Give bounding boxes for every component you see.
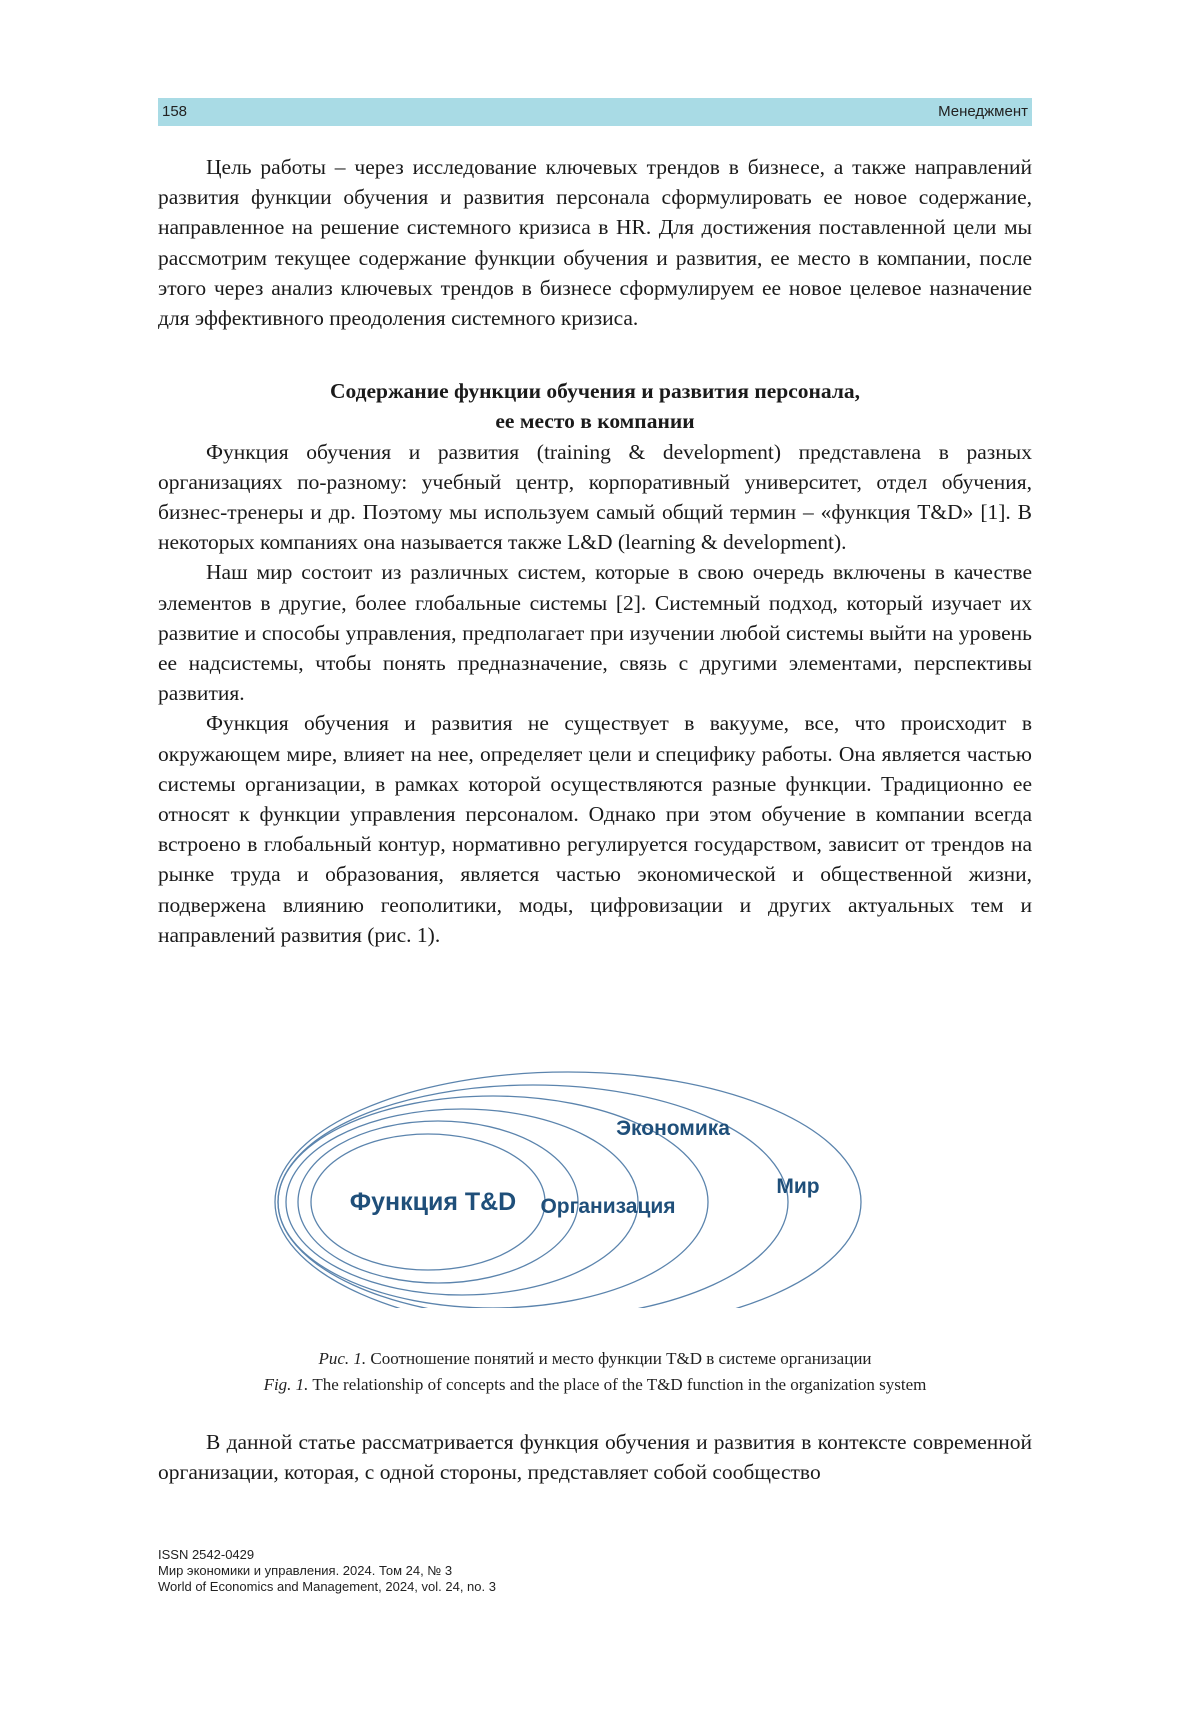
caption-ru-prefix: Рис. 1.	[318, 1349, 367, 1368]
paragraph: Функция обучения и развития (training & development) представлена в разных организациях по-разному: учебный центр, корпоративный университет, отдел обучения, бизнес-тренеры и др. Поэтому мы используем самый общий термин – «функция T&D» [1]. В некоторых компаниях она называется также L&D (learning & development).	[158, 439, 1032, 555]
footer-journal-ru: Мир экономики и управления. 2024. Том 24, № 3	[158, 1563, 453, 1578]
caption-ru	[158, 1346, 1032, 1372]
page-footer	[158, 1547, 496, 1595]
figure-caption	[158, 1346, 1032, 1398]
label-economy: Экономика	[616, 1117, 730, 1140]
section-heading-line-1: Содержание функции обучения и развития персонала,	[329, 379, 861, 404]
paragraph: Функция обучения и развития не существует в вакууме, все, что происходит в окружающем мире, влияет на нее, определяет цели и специфику работы. Она является частью системы организации, в рамках которой осуществляются разные функции. Традиционно ее относят к функции управления персоналом. Однако при этом обучение в компании всегда встроено в глобальный контур, нормативно регулируется государством, зависит от трендов на рынке труда и образования, является частью экономической и общественной жизни, подвержена влиянию геополитики, моды, цифровизации и других актуальных тем и направлений развития (рис. 1).	[158, 711, 1032, 947]
caption-en	[158, 1372, 1032, 1398]
closing-paragraph: В данной статье рассматривается функция обучения и развития в контексте современной организации, которая, с одной стороны, представляет собой сообщество	[158, 1430, 1032, 1485]
nested-ellipses-diagram	[158, 1068, 1032, 1308]
article-body-continued	[158, 1427, 1032, 1487]
label-organization: Организация	[540, 1195, 676, 1218]
intro-paragraph: Цель работы – через исследование ключевых трендов в бизнесе, а также направлений развития функции обучения и развития персонала сформулировать ее новое содержание, направленное на решение системного кризиса в HR. Для достижения поставленной цели мы рассмотрим текущее содержание функции обучения и развития, ее место в компании, после этого через анализ ключевых трендов в бизнесе сформулируем ее новое целевое назначение для эффективного преодоления системного кризиса.	[158, 155, 1032, 331]
label-world: Мир	[776, 1175, 820, 1198]
caption-en-text: The relationship of concepts and the place of the T&D function in the organization system	[312, 1375, 927, 1394]
page-number: 158	[162, 103, 188, 120]
page-header	[158, 98, 1032, 126]
footer-issn: ISSN 2542-0429	[158, 1547, 255, 1562]
footer-journal-en: World of Economics and Management, 2024, vol. 24, no. 3	[158, 1579, 496, 1594]
section-title: Менеджмент	[938, 103, 1028, 120]
section-heading	[158, 376, 1032, 436]
diagram-labels	[350, 1117, 820, 1218]
section-heading-line-2: ее место в компании	[495, 409, 695, 434]
label-td: Функция T&D	[349, 1188, 517, 1216]
caption-ru-text: Соотношение понятий и место функции T&D в системе организации	[370, 1349, 872, 1368]
article-body	[158, 152, 1032, 950]
caption-en-prefix: Fig. 1.	[263, 1375, 309, 1394]
figure-nested-systems	[158, 1068, 1032, 1308]
paragraph: Наш мир состоит из различных систем, которые в свою очередь включены в качестве элементов в другие, более глобальные системы [2]. Системный подход, который изучает их развитие и способы управления, предполагает при изучении любой системы выйти на уровень ее надсистемы, чтобы понять предназначение, связь с другими элементами, перспективы развития.	[158, 560, 1032, 706]
